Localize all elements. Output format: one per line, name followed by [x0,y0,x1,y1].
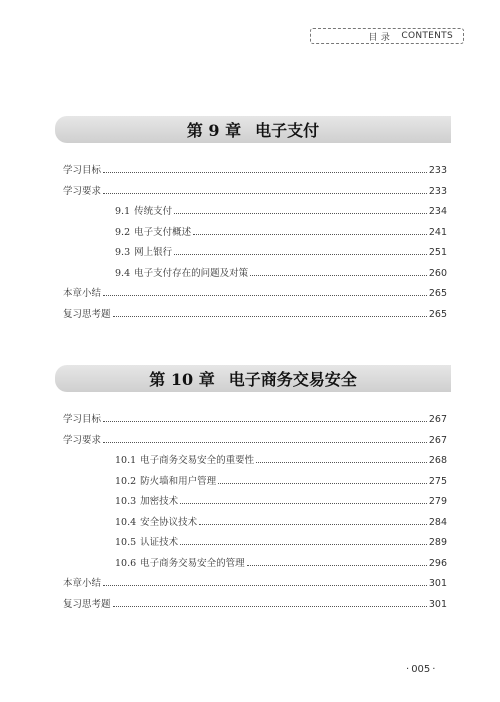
dot-leader [250,275,427,276]
toc-entry-label: 学习目标 [63,165,102,176]
header-label-cn: 目 录 [368,32,391,43]
dot-leader [103,295,427,296]
toc-entry[interactable] [63,555,447,576]
toc-entry-label: 电子支付概述 [134,226,192,238]
toc-entry-page: 260 [428,267,447,279]
toc-entry-number: 10.6 [115,557,137,569]
toc-entry[interactable] [63,265,447,286]
dot-leader [103,172,427,173]
dot-leader [247,565,427,566]
dot-leader [174,254,427,255]
toc-entry[interactable] [63,452,447,473]
toc-entry-number: 10.1 [115,455,137,466]
toc-entry-label: 认证技术 [140,537,179,548]
toc-entry-page: 233 [428,185,447,197]
toc-entry-label: 本章小结 [63,578,102,589]
chapter-number: 第 9 章 [186,121,242,140]
toc-entry-number: 9.2 [115,226,131,238]
toc-entry-page: 267 [428,414,447,425]
dot-leader [193,234,427,235]
dot-leader [113,316,427,317]
toc-entry-number: 10.3 [115,496,137,507]
dot-leader [103,442,427,443]
toc-entry-label: 本章小结 [63,288,102,299]
toc-entry-page: 265 [428,288,447,299]
dot-leader [113,606,427,607]
toc-entry-page: 267 [428,434,447,446]
running-header [310,28,464,44]
chapter-title: 电子商务交易安全 [228,370,357,389]
toc-entry-label: 电子商务交易安全的管理 [140,557,245,569]
toc-entry[interactable] [63,514,447,535]
dot-leader [180,544,427,545]
toc-entry-page: 284 [428,516,447,528]
toc-entry-label: 传统支付 [134,206,173,217]
toc-list [63,411,447,616]
toc-entry[interactable] [63,306,447,327]
dot-leader [256,462,427,463]
chapter-title: 电子支付 [255,121,320,140]
dot-leader [199,524,427,525]
toc-entry-label: 电子商务交易安全的重要性 [140,455,255,466]
chapter-number: 第 10 章 [149,370,215,389]
header-label-en: CONTENTS [401,31,453,41]
page-number [404,664,437,675]
toc-entry[interactable] [63,432,447,453]
dot-leader [180,503,427,504]
toc-entry-label: 网上银行 [134,247,173,258]
dot-leader [103,193,427,194]
toc-entry[interactable] [63,473,447,494]
toc-entry[interactable] [63,493,447,514]
toc-list [63,162,447,326]
toc-entry[interactable] [63,183,447,204]
page-number-dot-left: · [406,664,410,675]
toc-entry-label: 复习思考题 [63,308,111,320]
toc-entry-label: 学习目标 [63,414,102,425]
toc-entry-page: 251 [428,247,447,258]
toc-entry-number: 10.5 [115,537,137,548]
toc-entry-label: 防火墙和用户管理 [140,475,217,487]
toc-entry[interactable] [63,285,447,306]
toc-entry-number: 9.4 [115,267,131,279]
chapter-heading [55,116,451,143]
toc-entry-label: 安全协议技术 [140,516,198,528]
dot-leader [174,213,427,214]
toc-entry-page: 233 [428,165,447,176]
toc-entry-page: 275 [428,475,447,487]
chapter-heading [55,365,451,392]
toc-entry-page: 301 [428,598,447,610]
toc-entry-number: 9.1 [115,206,131,217]
dot-leader [103,421,427,422]
toc-entry-page: 279 [428,496,447,507]
toc-entry-label: 学习要求 [63,185,102,197]
toc-entry[interactable] [63,162,447,183]
toc-entry-page: 296 [428,557,447,569]
toc-entry-number: 10.4 [115,516,137,528]
dot-leader [103,585,427,586]
toc-entry-label: 电子支付存在的问题及对策 [134,267,249,279]
toc-entry[interactable] [63,534,447,555]
toc-entry-label: 复习思考题 [63,598,111,610]
toc-entry-number: 9.3 [115,247,131,258]
toc-entry-page: 234 [428,206,447,217]
toc-entry[interactable] [63,244,447,265]
toc-entry-page: 241 [428,226,447,238]
page-number-dot-right: · [432,664,436,675]
toc-entry-number: 10.2 [115,475,137,487]
toc-entry[interactable] [63,411,447,432]
toc-entry-page: 301 [428,578,447,589]
header-spacer [394,31,397,41]
toc-entry-label: 加密技术 [140,496,179,507]
toc-entry-page: 265 [428,308,447,320]
page-number-value: 005 [411,664,431,675]
toc-entry[interactable] [63,596,447,617]
dot-leader [218,483,427,484]
toc-entry-page: 289 [428,537,447,548]
toc-entry-page: 268 [428,455,447,466]
toc-entry[interactable] [63,224,447,245]
toc-entry[interactable] [63,203,447,224]
toc-entry[interactable] [63,575,447,596]
toc-entry-label: 学习要求 [63,434,102,446]
